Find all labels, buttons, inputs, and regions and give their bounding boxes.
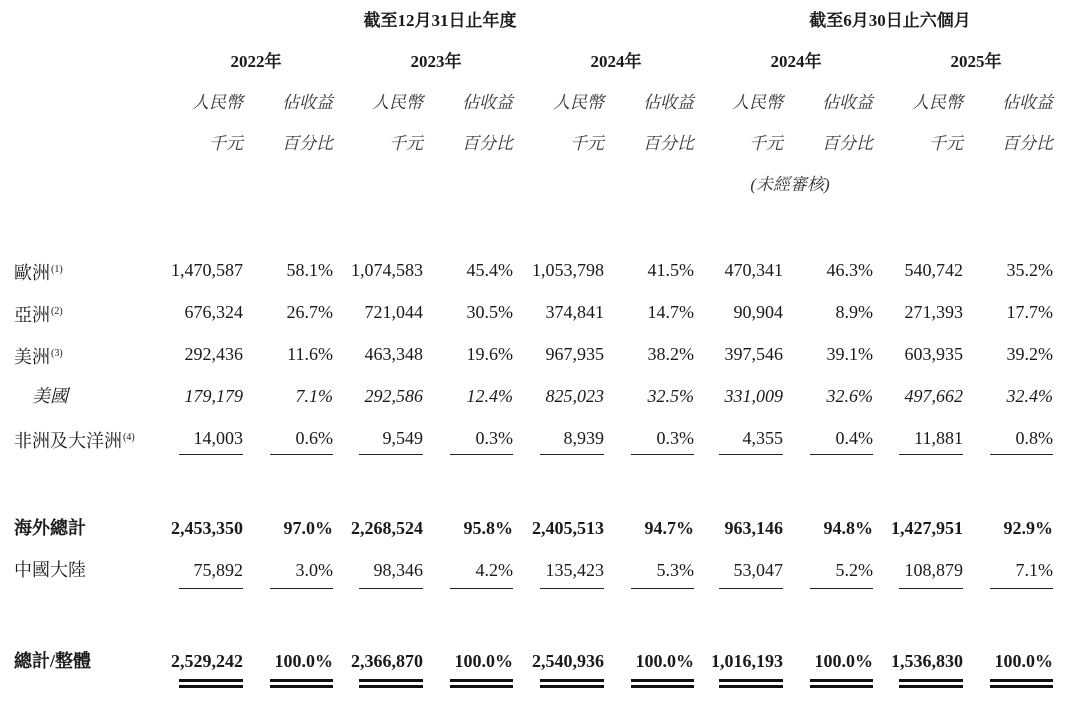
footnote-marker: (1) (51, 264, 63, 275)
amount-col-header-line1: 人民幣 (192, 93, 243, 112)
amount-col-header-line2: 千元 (209, 134, 243, 153)
amount-cell: 135,423 (545, 560, 604, 580)
subtotal-rule (270, 454, 333, 455)
total-double-rule (810, 679, 873, 682)
amount-col-header-line1: 人民幣 (912, 93, 963, 112)
amount-cell: 470,341 (724, 260, 783, 280)
percent-cell: 5.3% (656, 560, 694, 580)
amount-cell: 463,348 (364, 344, 423, 364)
percent-cell: 100.0% (994, 651, 1053, 671)
amount-col-header-line2: 千元 (929, 134, 963, 153)
row-label (14, 343, 63, 368)
subtotal-rule (270, 588, 333, 589)
percent-cell: 3.0% (295, 560, 333, 580)
subtotal-rule (719, 454, 783, 455)
amount-col-header-line2: 千元 (749, 134, 783, 153)
percent-cell: 0.3% (475, 428, 513, 448)
percent-cell: 26.7% (286, 302, 333, 322)
amount-cell: 603,935 (904, 344, 963, 364)
percent-col-header-line2: 百分比 (282, 134, 333, 153)
amount-cell: 2,540,936 (532, 651, 604, 671)
amount-cell: 721,044 (364, 302, 423, 322)
amount-cell: 14,003 (193, 428, 243, 448)
total-double-rule (359, 685, 423, 688)
amount-cell: 540,742 (904, 260, 963, 280)
percent-cell: 32.5% (647, 386, 694, 406)
percent-cell: 11.6% (287, 344, 333, 364)
footnote-marker: (3) (51, 348, 63, 359)
subtotal-rule (810, 454, 873, 455)
total-double-rule (450, 685, 513, 688)
row-label (14, 650, 91, 672)
header-annual-period: 截至12月31日止年度 (363, 11, 517, 30)
row-label (14, 559, 86, 581)
row-label-text: 亞洲 (14, 305, 50, 325)
amount-cell: 2,366,870 (351, 651, 423, 671)
percent-cell: 0.4% (835, 428, 873, 448)
subtotal-rule (990, 588, 1053, 589)
total-double-rule (990, 679, 1053, 682)
amount-col-header-line1: 人民幣 (372, 93, 423, 112)
unaudited-note: (未經審核) (750, 175, 830, 194)
percent-cell: 17.7% (1006, 302, 1053, 322)
amount-cell: 2,268,524 (351, 518, 423, 538)
percent-col-header-line1: 佔收益 (643, 93, 694, 112)
percent-cell: 46.3% (826, 260, 873, 280)
total-double-rule (719, 685, 783, 688)
subtotal-rule (540, 588, 604, 589)
amount-cell: 825,023 (545, 386, 604, 406)
row-label-text: 美洲 (14, 347, 50, 367)
percent-cell: 58.1% (286, 260, 333, 280)
subtotal-rule (810, 588, 873, 589)
percent-col-header-line1: 佔收益 (822, 93, 873, 112)
subtotal-rule (899, 588, 963, 589)
total-double-rule (359, 679, 423, 682)
amount-cell: 4,355 (742, 428, 783, 448)
percent-cell: 7.1% (1015, 560, 1053, 580)
percent-cell: 41.5% (647, 260, 694, 280)
amount-cell: 1,536,830 (891, 651, 963, 671)
percent-cell: 100.0% (274, 651, 333, 671)
header-interim-period: 截至6月30日止六個月 (809, 11, 971, 30)
row-label-text: 總計/整體 (14, 651, 92, 671)
percent-cell: 97.0% (283, 518, 333, 538)
amount-cell: 8,939 (563, 428, 604, 448)
total-double-rule (631, 679, 694, 682)
percent-cell: 0.6% (295, 428, 333, 448)
amount-cell: 292,436 (184, 344, 243, 364)
year-header: 2025年 (950, 52, 1002, 71)
row-label (14, 301, 63, 326)
percent-cell: 19.6% (466, 344, 513, 364)
year-header: 2022年 (230, 52, 282, 71)
percent-cell: 39.1% (826, 344, 873, 364)
subtotal-rule (179, 588, 243, 589)
amount-cell: 374,841 (545, 302, 604, 322)
total-double-rule (631, 685, 694, 688)
year-header: 2024年 (770, 52, 822, 71)
amount-cell: 331,009 (724, 386, 783, 406)
percent-cell: 35.2% (1006, 260, 1053, 280)
amount-col-header-line1: 人民幣 (553, 93, 604, 112)
year-header: 2024年 (590, 52, 642, 71)
percent-col-header-line1: 佔收益 (462, 93, 513, 112)
amount-cell: 967,935 (545, 344, 604, 364)
percent-cell: 92.9% (1003, 518, 1053, 538)
subtotal-rule (450, 588, 513, 589)
subtotal-rule (540, 454, 604, 455)
percent-cell: 38.2% (647, 344, 694, 364)
amount-cell: 98,346 (373, 560, 423, 580)
amount-cell: 397,546 (724, 344, 783, 364)
percent-cell: 5.2% (835, 560, 873, 580)
amount-cell: 2,405,513 (532, 518, 604, 538)
amount-cell: 1,470,587 (171, 260, 243, 280)
amount-cell: 1,016,193 (711, 651, 783, 671)
percent-cell: 100.0% (635, 651, 694, 671)
row-label-text: 海外總計 (14, 518, 86, 538)
amount-cell: 1,053,798 (532, 260, 604, 280)
total-double-rule (899, 679, 963, 682)
percent-cell: 94.8% (823, 518, 873, 538)
percent-col-header-line1: 佔收益 (282, 93, 333, 112)
percent-col-header-line2: 百分比 (1002, 134, 1053, 153)
amount-cell: 75,892 (193, 560, 243, 580)
row-label-text: 中國大陸 (14, 560, 86, 580)
amount-col-header-line1: 人民幣 (732, 93, 783, 112)
row-label-text: 非洲及大洋洲 (14, 431, 122, 451)
percent-cell: 14.7% (647, 302, 694, 322)
percent-cell: 7.1% (295, 386, 333, 406)
subtotal-rule (631, 588, 694, 589)
total-double-rule (270, 679, 333, 682)
percent-cell: 39.2% (1006, 344, 1053, 364)
percent-col-header-line1: 佔收益 (1002, 93, 1053, 112)
subtotal-rule (631, 454, 694, 455)
amount-cell: 9,549 (382, 428, 423, 448)
subtotal-rule (719, 588, 783, 589)
percent-cell: 4.2% (475, 560, 513, 580)
percent-cell: 32.4% (1006, 386, 1053, 406)
total-double-rule (179, 685, 243, 688)
row-label (14, 517, 86, 539)
amount-cell: 53,047 (733, 560, 783, 580)
percent-cell: 45.4% (466, 260, 513, 280)
percent-cell: 8.9% (835, 302, 873, 322)
total-double-rule (899, 685, 963, 688)
amount-cell: 271,393 (904, 302, 963, 322)
amount-cell: 90,904 (733, 302, 783, 322)
subtotal-rule (899, 454, 963, 455)
amount-col-header-line2: 千元 (389, 134, 423, 153)
amount-cell: 676,324 (184, 302, 243, 322)
amount-cell: 963,146 (724, 518, 783, 538)
percent-cell: 95.8% (463, 518, 513, 538)
amount-cell: 11,881 (914, 428, 963, 448)
total-double-rule (540, 679, 604, 682)
percent-cell: 0.3% (656, 428, 694, 448)
row-label (32, 385, 68, 407)
subtotal-rule (990, 454, 1053, 455)
total-double-rule (270, 685, 333, 688)
percent-cell: 100.0% (814, 651, 873, 671)
percent-cell: 94.7% (644, 518, 694, 538)
percent-cell: 100.0% (454, 651, 513, 671)
amount-cell: 1,427,951 (891, 518, 963, 538)
total-double-rule (719, 679, 783, 682)
year-header: 2023年 (410, 52, 462, 71)
footnote-marker: (4) (123, 432, 135, 443)
percent-cell: 32.6% (826, 386, 873, 406)
footnote-marker: (2) (51, 306, 63, 317)
amount-cell: 497,662 (904, 386, 963, 406)
row-label-text: 美國 (32, 386, 68, 406)
row-label (14, 259, 63, 284)
total-double-rule (540, 685, 604, 688)
percent-col-header-line2: 百分比 (822, 134, 873, 153)
amount-cell: 292,586 (364, 386, 423, 406)
percent-cell: 30.5% (466, 302, 513, 322)
total-double-rule (179, 679, 243, 682)
total-double-rule (450, 679, 513, 682)
amount-cell: 2,453,350 (171, 518, 243, 538)
subtotal-rule (359, 588, 423, 589)
percent-col-header-line2: 百分比 (643, 134, 694, 153)
amount-cell: 179,179 (184, 386, 243, 406)
percent-cell: 0.8% (1015, 428, 1053, 448)
subtotal-rule (359, 454, 423, 455)
total-double-rule (810, 685, 873, 688)
amount-cell: 1,074,583 (351, 260, 423, 280)
percent-col-header-line2: 百分比 (462, 134, 513, 153)
percent-cell: 12.4% (466, 386, 513, 406)
subtotal-rule (179, 454, 243, 455)
amount-cell: 2,529,242 (171, 651, 243, 671)
amount-col-header-line2: 千元 (570, 134, 604, 153)
row-label-text: 歐洲 (14, 263, 50, 283)
amount-cell: 108,879 (904, 560, 963, 580)
total-double-rule (990, 685, 1053, 688)
subtotal-rule (450, 454, 513, 455)
